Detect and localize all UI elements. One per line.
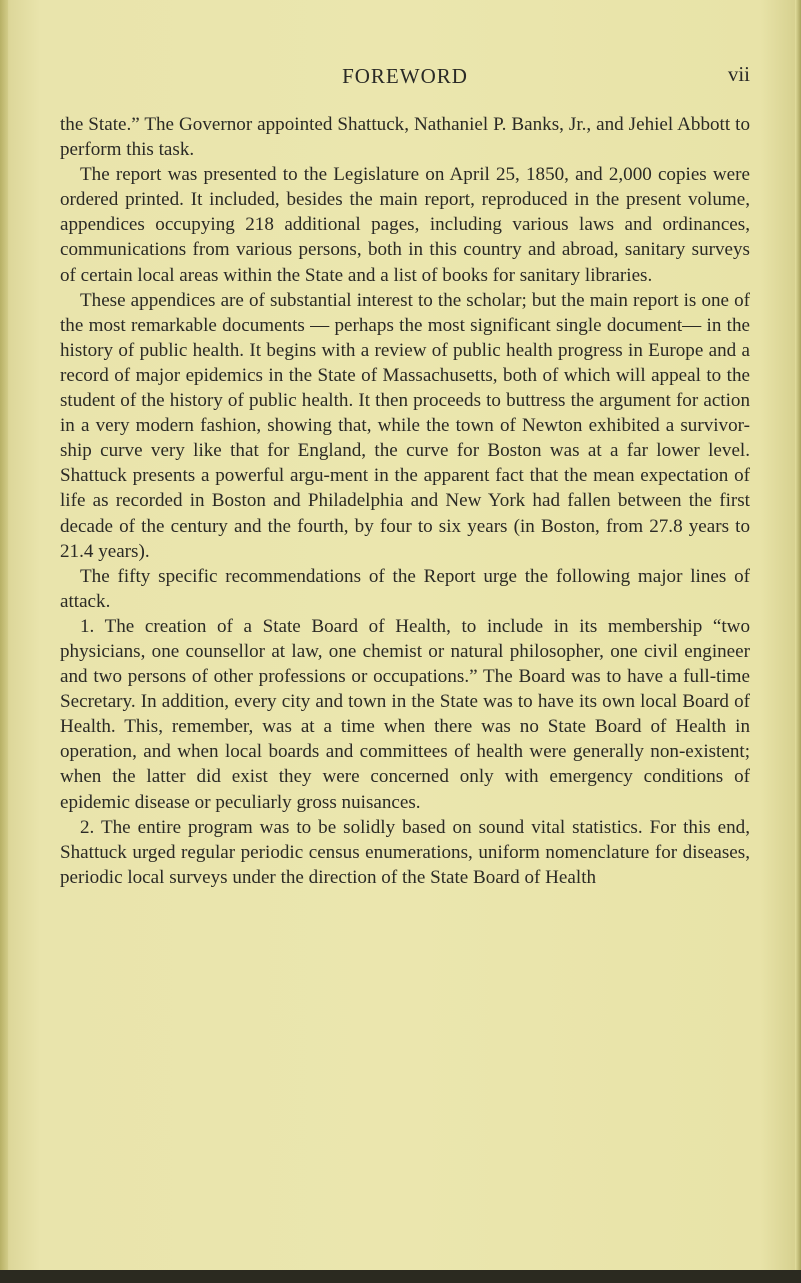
page-header	[60, 62, 750, 96]
paragraph: 1. The creation of a State Board of Health, to include in its membership “two physicians, one counsellor at law, one chemist or natural philosopher, one civil engineer and two persons of other professions or occupations.” The Board was to have a full-time Secretary. In addition, every city and town in the State was to have its own local Board of Health. This, remember, was at a time when there was no State Board of Health in operation, and when local boards and committees of health were generally non-existent; when the latter did exist they were concerned only with emergency conditions of epidemic disease or peculiarly gross nuisances.	[60, 615, 750, 813]
bottom-border	[0, 1270, 801, 1283]
running-title: FOREWORD	[342, 64, 468, 88]
paragraph: 2. The entire program was to be solidly based on sound vital statistics. For this end, Shattuck urged regular periodic census enumerations, uniform nomenclature for diseases, periodic local surveys under the direction of the State Board of Health	[60, 816, 750, 888]
page-edge	[795, 0, 801, 1283]
paragraph: The report was presented to the Legislature on April 25, 1850, and 2,000 copies were ordered printed. It included, besides the main report, reproduced in the present volume, appendices occupying 218 additional pages, including various laws and ordinances, communications from various persons, both in this country and abroad, sanitary surveys of certain local areas within the State and a list of books for sanitary libraries.	[60, 164, 750, 286]
binding-edge	[0, 0, 8, 1283]
page-number: vii	[727, 62, 750, 86]
body-text	[60, 112, 750, 890]
paragraph: These appendices are of substantial interest to the scholar; but the main report is one of the most remarkable documents — perhaps the most significant single document— in the history of public health. It begins with a review of public health progress in Europe and a record of major epidemics in the State of Massachusetts, both of which will appeal to the student of the history of public health. It then proceeds to buttress the argument for action in a very modern fashion, showing that, while the town of Newton exhibited a survivor-ship curve very like that for England, the curve for Boston was at a far lower level. Shattuck presents a powerful argu-ment in the apparent fact that the mean expectation of life as recorded in Boston and Philadelphia and New York had fallen between the first decade of the century and the fourth, by four to six years (in Boston, from 27.8 years to 21.4 years).	[60, 289, 750, 562]
paragraph: The fifty specific recommendations of the Report urge the following major lines of attack.	[60, 565, 750, 612]
paragraph: the State.” The Governor appointed Shattuck, Nathaniel P. Banks, Jr., and Jehiel Abbott to perform this task.	[60, 114, 750, 161]
